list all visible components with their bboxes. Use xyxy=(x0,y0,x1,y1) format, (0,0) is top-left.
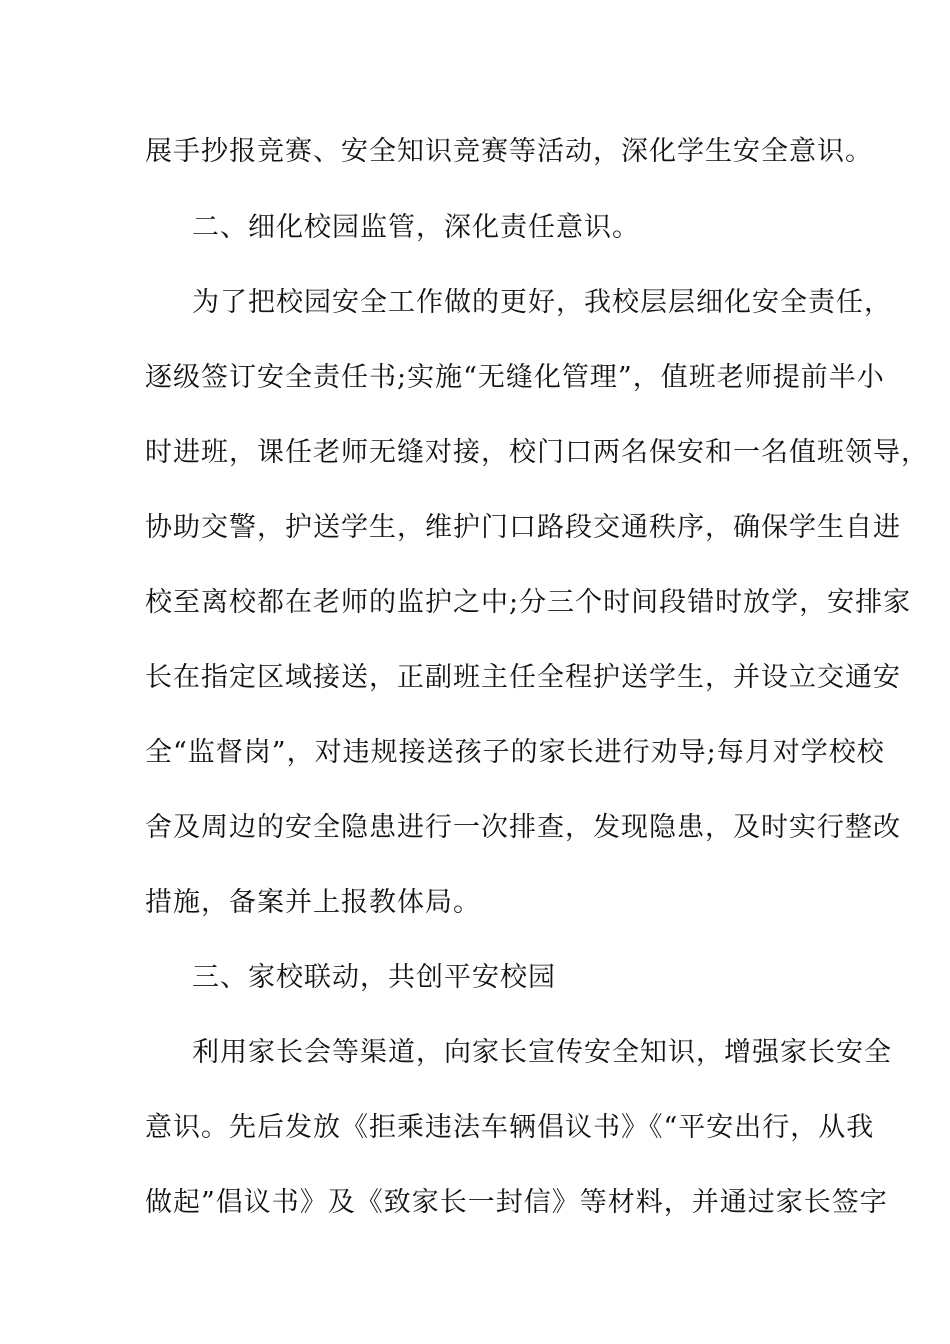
paragraph-line: 做起”倡议书》及《致家长一封信》等材料，并通过家长签字 xyxy=(145,1187,888,1218)
paragraph-line: 措施，备案并上报教体局。 xyxy=(145,887,481,918)
paragraph-line: 为了把校园安全工作做的更好，我校层层细化安全责任， xyxy=(192,287,892,318)
section-heading-3: 三、家校联动，共创平安校园 xyxy=(192,962,556,993)
section-heading-2: 二、细化校园监管，深化责任意识。 xyxy=(192,212,640,243)
paragraph-line: 时进班，课任老师无缝对接，校门口两名保安和一名值班领导， xyxy=(145,437,929,468)
paragraph-line: 意识。先后发放《拒乘违法车辆倡议书》《“平安出行，从我 xyxy=(145,1112,875,1143)
paragraph-line: 逐级签订安全责任书;实施“无缝化管理”，值班老师提前半小 xyxy=(145,362,885,393)
paragraph-line: 展手抄报竞赛、安全知识竞赛等活动，深化学生安全意识。 xyxy=(145,136,873,167)
paragraph-line: 利用家长会等渠道，向家长宣传安全知识，增强家长安全 xyxy=(192,1037,892,1068)
paragraph-line: 全“监督岗”，对违规接送孩子的家长进行劝导;每月对学校校 xyxy=(145,737,885,768)
paragraph-line: 协助交警，护送学生，维护门口路段交通秩序，确保学生自进 xyxy=(145,512,901,543)
paragraph-line: 长在指定区域接送，正副班主任全程护送学生，并设立交通安 xyxy=(145,662,901,693)
paragraph-line: 校至离校都在老师的监护之中;分三个时间段错时放学，安排家 xyxy=(145,587,912,618)
paragraph-line: 舍及周边的安全隐患进行一次排查，发现隐患，及时实行整改 xyxy=(145,812,901,843)
